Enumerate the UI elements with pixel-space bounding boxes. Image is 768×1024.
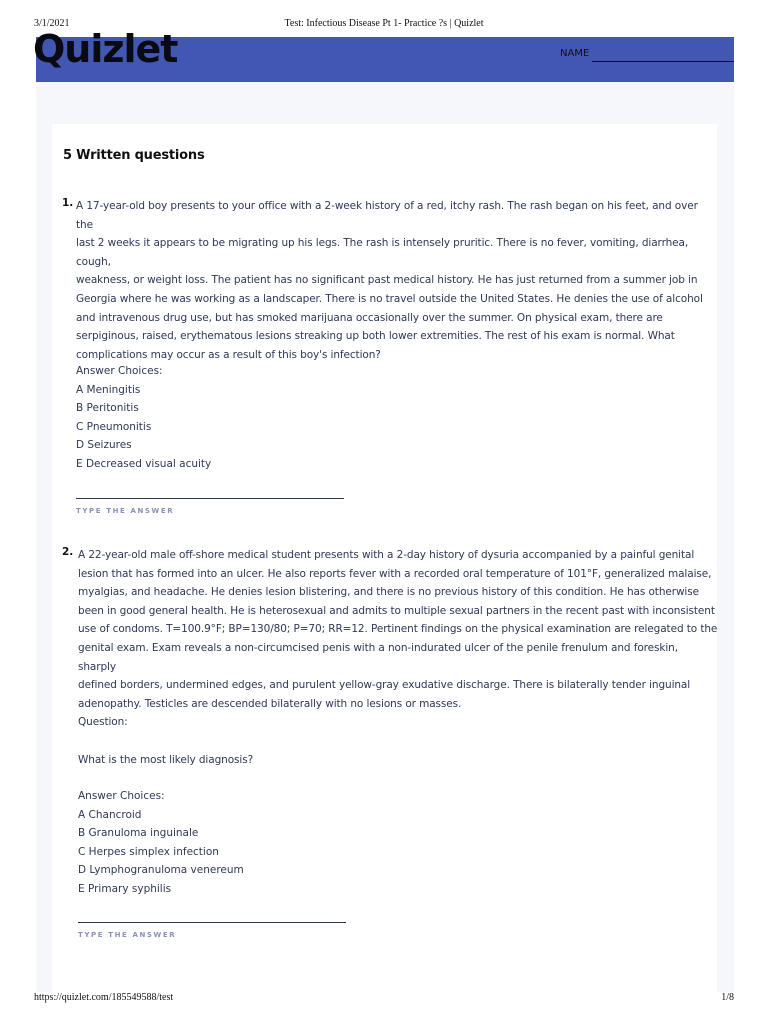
quizlet-logo: Quizlet — [33, 27, 178, 71]
question-stem: A 17-year-old boy presents to your office with a 2-week history of a red, itchy rash. The rash began on his feet, and over the last 2 weeks it appears to be migrating up his legs. The rash is intensely pruritic. There is no fever, vomiting, diarrhea, cough, weakness, or weight loss. The patient has no significant past medical history. He has just returned from a summer job in Georgia where he was working as a landscaper. There is no travel outside the United States. He denies the use of alcohol and intravenous drug use, but has smoked marijuana occasionally over the summer. On physical exam, there are serpiginous, raised, erythematous lesions streaking up both lower extremities. The rest of his exam is normal. What complications may occur as a result of this boy's infection? — [76, 200, 703, 361]
answer-choices: Answer Choices: A Meningitis B Peritonitis C Pneumonitis D Seizures E Decreased visual acuity — [76, 365, 212, 470]
question-number: 2. — [62, 546, 74, 558]
answer-input[interactable] — [76, 498, 344, 499]
question-2 — [62, 546, 718, 766]
print-url: https://quizlet.com/185549588/test — [34, 992, 174, 1003]
name-label: NAME — [560, 48, 590, 59]
section-title: 5 Written questions — [63, 148, 205, 163]
question-1 — [62, 197, 712, 361]
question-stem: A 22-year-old male off-shore medical student presents with a 2-day history of dysuria accompanied by a painful genital lesion that has formed into an ulcer. He also reports fever with a recorded oral temperature of 101°F, generalized malaise, myalgias, and headache. He denies lesion blistering, and there is no previous history of this condition. He has otherwise been in good general health. He is heterosexual and admits to multiple sexual partners in the recent past with inconsistent use of condoms. T=100.9°F; BP=130/80; P=70; RR=12. Pertinent findings on the physical examination are relegated to the genital exam. Exam reveals a non-circumcised penis with a non-indurated ulcer of the penile frenulum and foreskin, sharply defined borders, undermined edges, and purulent yellow-gray exudative discharge. There is bilaterally tender inguinal adenopathy. Testicles are descended bilaterally with no lesions or masses. Question: What is the most likely diagnosis? — [78, 549, 718, 766]
name-input-line[interactable] — [592, 61, 734, 62]
print-footer — [34, 992, 734, 1006]
page-count: 1/8 — [721, 992, 734, 1003]
answer-choices: Answer Choices: A Chancroid B Granuloma inguinale C Herpes simplex infection D Lymphogranuloma venereum E Primary syphilis — [78, 790, 244, 895]
answer-input-label: TYPE THE ANSWER — [76, 507, 175, 515]
print-title: Test: Infectious Disease Pt 1- Practice ?s | Quizlet — [284, 18, 484, 29]
answer-input-label: TYPE THE ANSWER — [78, 931, 177, 939]
question-number: 1. — [62, 197, 74, 209]
print-date: 3/1/2021 — [34, 18, 70, 29]
answer-input[interactable] — [78, 922, 346, 923]
